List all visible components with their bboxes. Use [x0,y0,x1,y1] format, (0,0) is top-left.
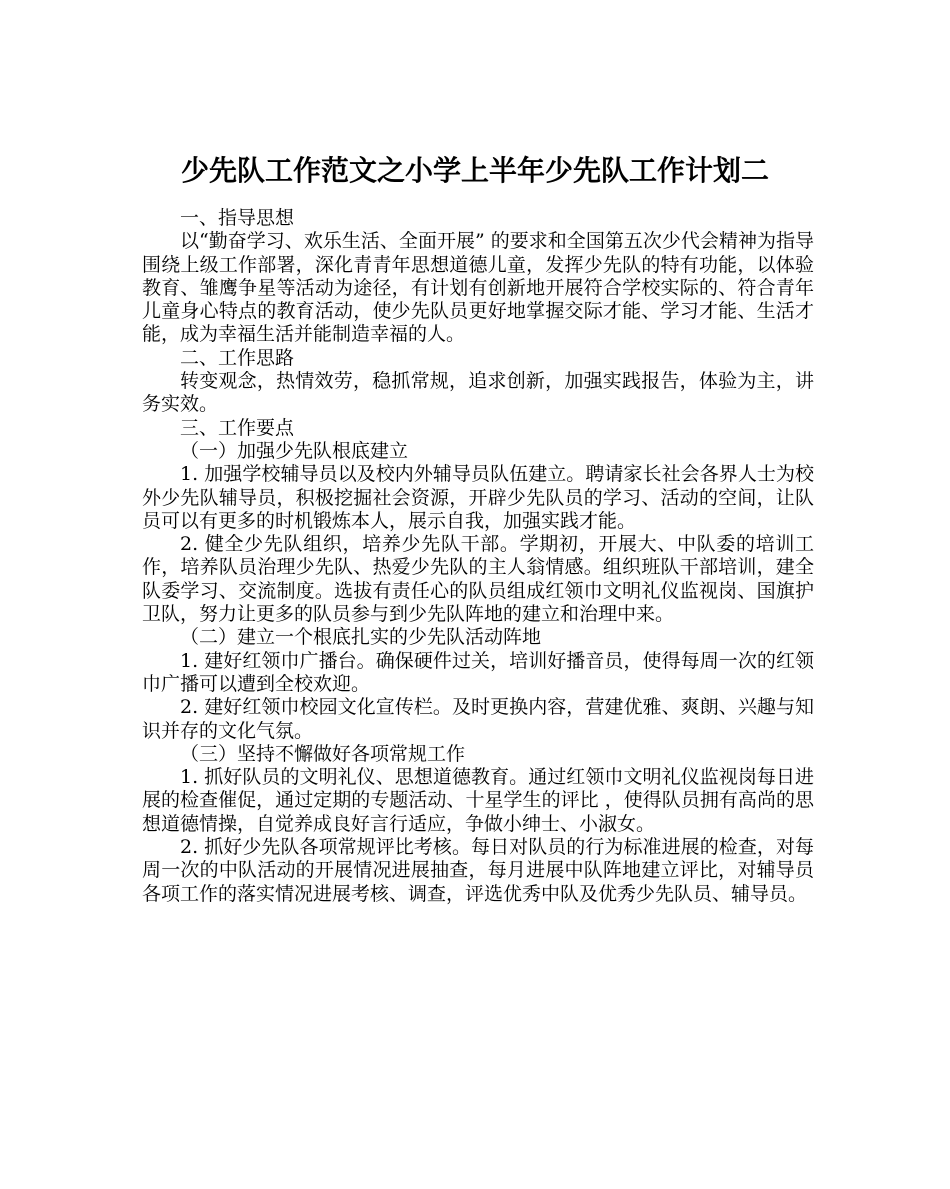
paragraph-work-approach: 转变观念，热情效劳，稳抓常规，追求创新，加强实践报告，体验为主，讲务实效。 [142,370,814,416]
list-item-1-2: 2. 健全少先队组织，培养少先队干部。学期初，开展大、中队委的培训工作，培养队员治理少先队、热爱少先队的主人翁情感。组织班队干部培训，建全队委学习、交流制度。选拔有责任心的队员组成红领巾文明礼仪监视岗、国旗护卫队，努力让更多的队员参与到少先队阵地的建立和治理中来。 [142,533,814,626]
subsection-heading-3: （三）坚持不懈做好各项常规工作 [180,742,466,765]
list-item-2-1: 1. 建好红领巾广播台。确保硬件过关，培训好播音员，使得每周一次的红领巾广播可以遭到全校欢迎。 [142,649,814,695]
paragraph-guiding-ideology: 以“勤奋学习、欢乐生活、全面开展” 的要求和全国第五次少代会精神为指导围绕上级工作部署，深化青青年思想道德儿童，发挥少先队的特有功能，以体验教育、雏鹰争星等活动为途径，有计划有创新地开展符合学校实际的、符合青年儿童身心特点的教育活动，使少先队员更好地掌握交际才能、学习才能、生活才能，成为幸福生活并能制造幸福的人。 [142,230,814,346]
list-item-3-1: 1. 抓好队员的文明礼仪、思想道德教育。通过红领巾文明礼仪监视岗每日进展的检查催促，通过定期的专题活动、十星学生的评比 ，使得队员拥有高尚的思想道德情操，自觉养成良好言行适应，争做小绅士、小淑女。 [142,766,814,835]
document-title: 少先队工作范文之小学上半年少先队工作计划二 [180,153,769,187]
section-heading-work-approach: 二、工作思路 [180,346,295,369]
section-heading-work-points: 三、工作要点 [180,416,295,439]
list-item-1-1: 1. 加强学校辅导员以及校内外辅导员队伍建立。聘请家长社会各界人士为校外少先队辅导员，积极挖掘社会资源，开辟少先队员的学习、活动的空间，让队员可以有更多的时机锻炼本人，展示自我，加强实践才能。 [142,463,814,532]
subsection-heading-2: （二）建立一个根底扎实的少先队活动阵地 [180,626,542,649]
list-item-2-2: 2. 建好红领巾校园文化宣传栏。及时更换内容，营建优雅、爽朗、兴趣与知识并存的文化气氛。 [142,696,814,742]
subsection-heading-1: （一）加强少先队根底建立 [180,439,409,462]
list-item-3-2: 2. 抓好少先队各项常规评比考核。每日对队员的行为标准进展的检查，对每周一次的中队活动的开展情况进展抽查，每月进展中队阵地建立评比，对辅导员各项工作的落实情况进展考核、调查，评选优秀中队及优秀少先队员、辅导员。 [142,836,814,905]
document-body [142,207,814,906]
section-heading-guiding-ideology: 一、指导思想 [180,207,295,229]
